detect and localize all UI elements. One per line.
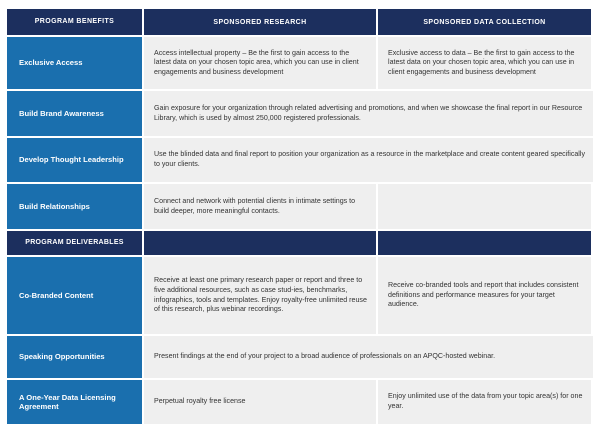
benefits-table — [7, 9, 593, 426]
table-row-build-relationships — [7, 184, 593, 229]
table-row-exclusive-access — [7, 37, 593, 89]
header-program-deliverables: PROGRAM DELIVERABLES — [7, 231, 142, 255]
research-cell: Perpetual royalty free license — [144, 380, 376, 424]
row-label: Build Brand Awareness — [7, 91, 142, 136]
data-collection-cell — [378, 184, 591, 229]
table-row-speaking-opportunities — [7, 336, 593, 378]
table-header-row — [7, 9, 593, 35]
data-collection-cell: Receive co-branded tools and report that includes consistent definitions and performance measures for your target audience. — [378, 257, 591, 334]
deliverables-header-row — [7, 231, 593, 255]
row-label: Co-Branded Content — [7, 257, 142, 334]
table-row-brand-awareness — [7, 91, 593, 136]
header-program-benefits: PROGRAM BENEFITS — [7, 9, 142, 35]
header-spacer — [378, 231, 591, 255]
research-cell: Access intellectual property – Be the first to gain access to the latest data on your chosen topic area, which you can use in client engagements and business development — [144, 37, 376, 89]
row-label: Speaking Opportunities — [7, 336, 142, 378]
table-row-thought-leadership — [7, 138, 593, 182]
data-collection-cell: Enjoy unlimited use of the data from your topic area(s) for one year. — [378, 380, 591, 424]
research-cell: Connect and network with potential clients in intimate settings to build deeper, more meaningful contacts. — [144, 184, 376, 229]
row-label: Develop Thought Leadership — [7, 138, 142, 182]
row-label: Exclusive Access — [7, 37, 142, 89]
data-collection-cell: Exclusive access to data – Be the first to gain access to the latest data on your chosen topic area, which you can use in client engagements and business development — [378, 37, 591, 89]
merged-cell: Present findings at the end of your project to a broad audience of professionals on an APQC-hosted webinar. — [144, 336, 593, 378]
table-row-data-licensing — [7, 380, 593, 424]
merged-cell: Use the blinded data and final report to position your organization as a resource in the marketplace and create content geared specifically to your clients. — [144, 138, 593, 182]
header-sponsored-data-collection: SPONSORED DATA COLLECTION — [378, 9, 591, 35]
header-spacer — [144, 231, 376, 255]
merged-cell: Gain exposure for your organization through related advertising and promotions, and when we showcase the final report in our Resource Library, which is used by almost 250,000 registered professionals. — [144, 91, 593, 136]
header-sponsored-research: SPONSORED RESEARCH — [144, 9, 376, 35]
table-row-co-branded-content — [7, 257, 593, 334]
row-label: Build Relationships — [7, 184, 142, 229]
row-label: A One-Year Data Licensing Agreement — [7, 380, 142, 424]
research-cell: Receive at least one primary research paper or report and three to five additional resources, such as case stud-ies, benchmarks, infographics, tools and templates. Enjoy royalty-free unlimited reuse of this research, plus webinar recordings. — [144, 257, 376, 334]
